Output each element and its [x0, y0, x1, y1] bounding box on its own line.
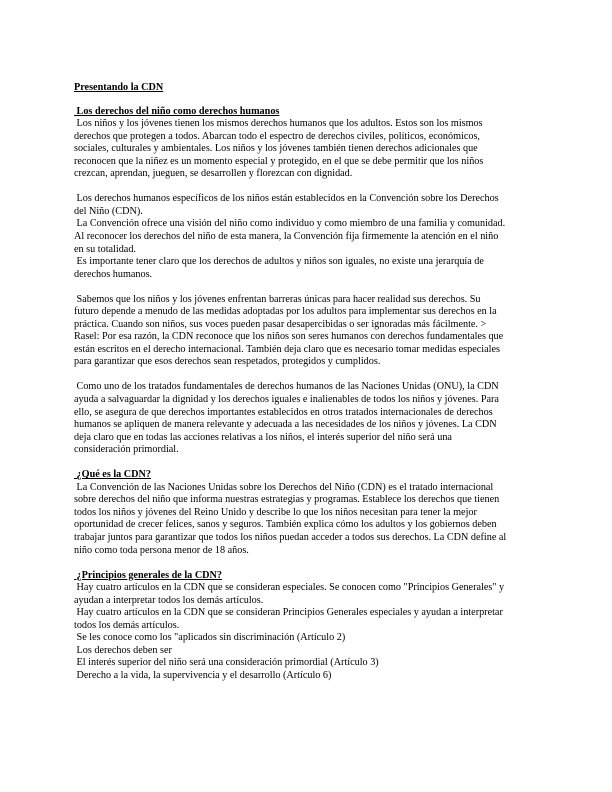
paragraph [74, 381, 544, 456]
text-line: trabajar juntos para garantizar que todos los niños puedan acceder a todos sus derechos. La CDN define al [74, 531, 507, 543]
text-line: en su totalidad. [74, 243, 136, 255]
text-line: El interés superior del niño será una consideración primordial (Artículo 3) [74, 657, 379, 669]
text-line: para garantizar que esos derechos sean respetados, protegidos y cumplidos. [74, 356, 381, 368]
text-line: Hay cuatro artículos en la CDN que se consideran Principios Generales especiales y ayudan a interpretar [74, 607, 503, 619]
paragraph [74, 294, 544, 369]
paragraph [74, 482, 544, 557]
document-title: Presentando la CDN [74, 82, 164, 93]
text-line: ello, se asegura de que derechos importantes establecidos en otros tratados internacionales de derechos [74, 406, 493, 418]
section-heading-general-principles: ¿Principios generales de la CDN? [74, 569, 222, 581]
text-line: todos los niños y jóvenes del Reino Unido y describe lo que los niños necesitan para tener la mejor [74, 506, 477, 518]
text-line: deja claro que en todas las acciones relativas a los niños, el interés superior del niño será una [74, 431, 452, 443]
text-line: ayuda a salvaguardar la dignidad y los derechos iguales e inalienables de todos los niños y jóvenes. Para [74, 393, 499, 405]
text-line: Sabemos que los niños y los jóvenes enfrentan barreras únicas para hacer realidad sus derechos. Su [74, 293, 481, 305]
text-line: consideración primordial. [74, 444, 179, 456]
text-line: Los derechos humanos específicos de los niños están establecidos en la Convención sobre los Derechos [74, 193, 499, 205]
text-line: Hay cuatro artículos en la CDN que se consideran especiales. Se conocen como "Principios Generales" y [74, 582, 505, 594]
text-line: práctica. Cuando son niños, sus voces pueden pasar desapercibidas o ser ignoradas más fácilmente. > [74, 318, 487, 330]
text-line: futuro depende a menudo de las medidas adoptadas por los adultos para implementar sus derechos en la [74, 306, 497, 318]
text-line: Como uno de los tratados fundamentales de derechos humanos de las Naciones Unidas (ONU), la CDN [74, 381, 499, 393]
text-line: Derecho a la vida, la supervivencia y el desarrollo (Artículo 6) [74, 669, 332, 681]
text-line: del Niño (CDN). [74, 205, 143, 217]
text-line: Los derechos deben ser [74, 644, 172, 656]
text-line: humanos se apliquen de manera relevante y adecuada a las necesidades de los niños y jóvenes. La CDN [74, 419, 497, 431]
text-line: Es importante tener claro que los derechos de adultos y niños son iguales, no existe una jerarquía de [74, 256, 484, 268]
paragraph [74, 193, 544, 281]
text-line: La Convención de las Naciones Unidas sobre los Derechos del Niño (CDN) es el tratado internacional [74, 481, 494, 493]
text-line: Se les conoce como los "aplicados sin discriminación (Artículo 2) [74, 632, 346, 644]
text-line: niño como toda persona menor de 18 años. [74, 544, 249, 556]
text-line: ayudan a interpretar todos los demás artículos. [74, 594, 264, 606]
text-line: La Convención ofrece una visión del niño como individuo y como miembro de una familia y comunidad. [74, 218, 506, 230]
text-line: todos los demás artículos. [74, 619, 180, 631]
text-line: derechos humanos. [74, 268, 153, 280]
paragraph [74, 582, 544, 682]
text-line: derechos que protegen a todos. Abarcan todo el espectro de derechos civiles, políticos, económicos, [74, 130, 480, 142]
paragraph [74, 118, 544, 181]
document-page [74, 82, 544, 695]
text-line: reconocen que la niñez es un momento especial y protegido, en el que se debe permitir que los niños [74, 155, 484, 167]
text-line: están escritos en el derecho internacional. También deja claro que es necesario tomar medidas especiales [74, 343, 500, 355]
text-line: Los niños y los jóvenes tienen los mismos derechos humanos que los adultos. Estos son los mismos [74, 118, 483, 130]
text-line: crezcan, aprendan, jueguen, se desarrollen y florezcan con dignidad. [74, 168, 353, 180]
text-line: sobre derechos del niño que informa nuestras estrategias y programas. Establece los derechos que tienen [74, 494, 500, 506]
section-heading-rights-as-human-rights: Los derechos del niño como derechos humanos [74, 105, 280, 117]
text-line: Al reconocer los derechos del niño de esta manera, la Convención fija firmemente la atención en el niño [74, 230, 499, 242]
text-line: oportunidad de crecer felices, sanos y seguros. También explica cómo los adultos y los gobiernos deben [74, 519, 497, 531]
text-line: Rasel: Por esa razón, la CDN reconoce que los niños son seres humanos con derechos fundamentales que [74, 331, 504, 343]
text-line: sociales, culturales y ambientales. Los niños y los jóvenes también tienen derechos adicionales que [74, 143, 478, 155]
section-heading-what-is-cdn: ¿Qué es la CDN? [74, 469, 151, 481]
